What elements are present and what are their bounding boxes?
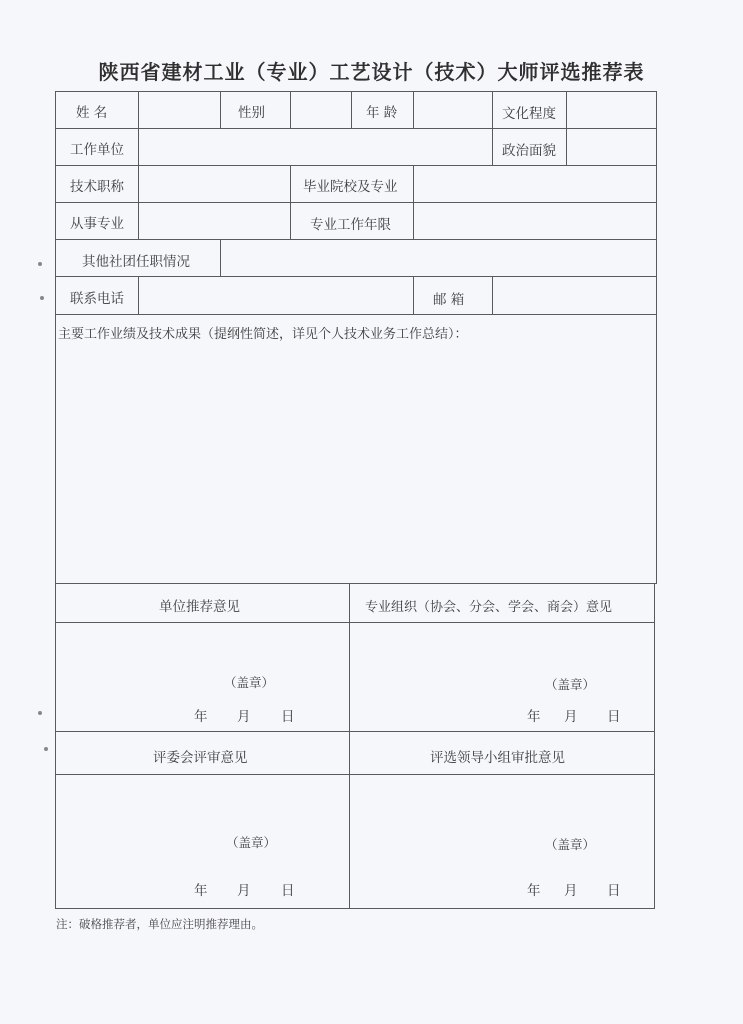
name-label-cell [55,91,139,129]
leader-seal: （盖章） [545,837,596,852]
committee-opinion-title: 评委会评审意见 [153,750,248,766]
org-opinion-header [349,583,655,623]
phone-label-cell [55,276,139,315]
other-positions-label: 其他社团任职情况 [82,254,190,270]
unit-month: 月 [237,709,251,725]
unit-year: 年 [194,709,208,725]
specialty-label-cell [55,202,139,240]
leader-day: 日 [607,883,621,899]
achievements-area[interactable] [55,314,657,584]
achievements-label: 主要工作业绩及技术成果（提纲性简述，详见个人技术业务工作总结）： [58,327,468,342]
age-label-cell [351,91,414,129]
phone-label: 联系电话 [70,291,124,307]
name-label: 姓 名 [76,105,108,121]
years-input[interactable] [413,202,657,240]
education-label: 文化程度 [502,106,556,122]
org-month: 月 [564,709,578,725]
form-title: 陕西省建材工业（专业）工艺设计（技术）大师评选推荐表 [98,60,645,84]
leader-year: 年 [527,883,541,899]
political-label-cell [492,128,567,166]
footnote: 注：破格推荐者，单位应注明推荐理由。 [56,917,263,931]
org-year: 年 [527,709,541,725]
workplace-label: 工作单位 [70,142,124,158]
specialty-input[interactable] [138,202,291,240]
gender-label: 性别 [238,105,265,121]
org-opinion-area[interactable] [349,622,655,732]
school-major-input[interactable] [413,165,657,203]
org-opinion-title: 专业组织（协会、分会、学会、商会）意见 [365,600,613,615]
scan-speck [38,711,42,715]
org-day: 日 [607,709,621,725]
tech-title-input[interactable] [138,165,291,203]
school-major-label: 毕业院校及专业 [303,179,398,195]
education-label-cell [492,91,567,129]
other-positions-input[interactable] [220,239,657,277]
unit-opinion-area[interactable] [55,622,350,732]
tech-title-label-cell [55,165,139,203]
workplace-input[interactable] [138,128,493,166]
scan-speck [38,262,42,266]
postcode-label-cell [413,276,493,315]
committee-day: 日 [281,883,295,899]
tech-title-label: 技术职称 [70,179,124,195]
scan-speck [40,296,44,300]
committee-year: 年 [194,883,208,899]
age-label: 年 龄 [366,105,398,121]
committee-opinion-area[interactable] [55,774,350,909]
school-major-label-cell [290,165,414,203]
unit-seal: （盖章） [224,675,275,690]
gender-label-cell [220,91,291,129]
other-positions-label-cell [55,239,221,277]
postcode-label: 邮 箱 [433,292,465,308]
gender-input[interactable] [290,91,352,129]
committee-month: 月 [237,883,251,899]
scan-speck [44,747,48,751]
name-input[interactable] [138,91,221,129]
unit-opinion-title: 单位推荐意见 [159,599,240,615]
phone-input[interactable] [138,276,414,315]
age-input[interactable] [413,91,493,129]
specialty-label: 从事专业 [70,216,124,232]
leader-opinion-title: 评选领导小组审批意见 [430,750,565,766]
postcode-input[interactable] [492,276,657,315]
org-seal: （盖章） [545,677,596,692]
workplace-label-cell [55,128,139,166]
unit-day: 日 [281,709,295,725]
years-label-cell [290,202,414,240]
leader-month: 月 [564,883,578,899]
political-label: 政治面貌 [502,143,556,159]
leader-opinion-area[interactable] [349,774,655,909]
political-input[interactable] [566,128,657,166]
committee-seal: （盖章） [226,835,277,850]
committee-opinion-header [55,731,350,775]
leader-opinion-header [349,731,655,775]
unit-opinion-header [55,583,350,623]
years-label: 专业工作年限 [310,217,391,233]
education-input[interactable] [566,91,657,129]
